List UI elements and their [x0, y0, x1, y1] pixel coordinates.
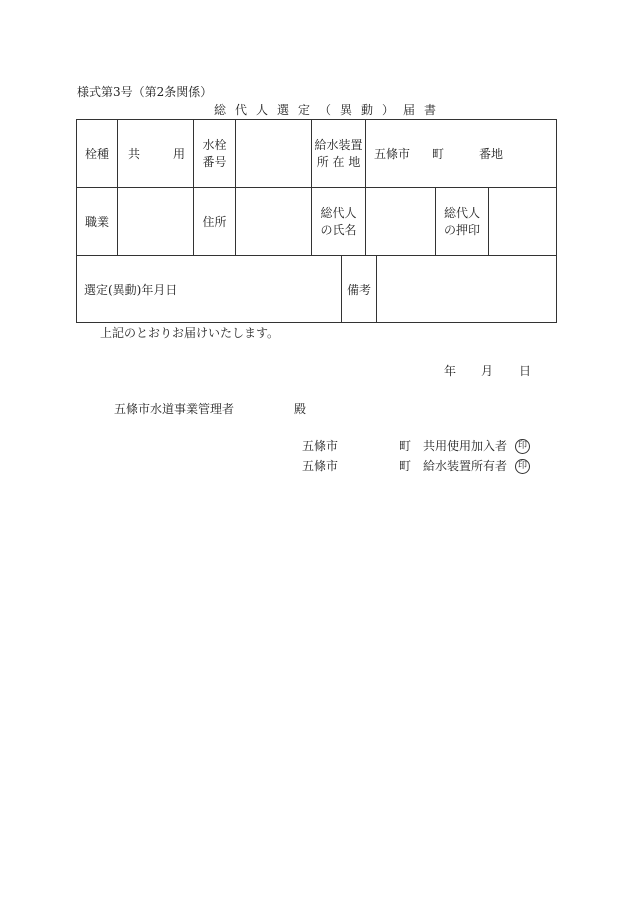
hydrant-number-label-line1: 水栓: [202, 137, 227, 152]
representative-name-label-line2: の氏名: [320, 222, 357, 237]
signature-city: 五條市: [302, 459, 339, 473]
representative-seal-label: [436, 188, 489, 256]
hydrant-type-label: 栓種: [77, 120, 118, 188]
date-month: 月: [481, 364, 494, 378]
occupation-label: 職業: [77, 188, 118, 256]
seal-mark-icon: 印: [515, 459, 530, 474]
form-title: 総代人選定（異動）届書: [214, 103, 446, 117]
supply-location-label: [312, 120, 366, 188]
seal-mark-icon: 印: [515, 439, 530, 454]
date-line: [444, 365, 531, 377]
representative-seal-label-line2: の押印: [444, 222, 481, 237]
date-day: 日: [519, 364, 532, 378]
signature-city: 五條市: [302, 439, 339, 453]
table-row: [77, 120, 557, 188]
selection-date-field[interactable]: [77, 256, 342, 323]
address-label: 住所: [194, 188, 236, 256]
form-number: 様式第3号（第2条関係）: [77, 85, 213, 99]
signature-line: [302, 459, 530, 474]
location-city: 五條市: [374, 147, 411, 161]
signature-line: [302, 439, 530, 454]
hydrant-number-label: [194, 120, 236, 188]
notification-form-table: [76, 119, 557, 323]
recipient-line: [114, 403, 306, 415]
date-year: 年: [444, 364, 457, 378]
recipient-name: 五條市水道事業管理者: [114, 402, 235, 416]
hydrant-number-field[interactable]: [236, 120, 312, 188]
hydrant-type-value-left: 共: [128, 147, 141, 161]
representative-seal-field[interactable]: [489, 188, 557, 256]
table-row: [77, 256, 557, 323]
hydrant-type-value-right: 用: [172, 147, 185, 161]
location-town: 町: [432, 147, 445, 161]
supply-location-label-line1: 給水装置: [314, 137, 363, 152]
occupation-field[interactable]: [118, 188, 194, 256]
representative-name-label-line1: 総代人: [320, 205, 357, 220]
signature-role: 給水装置所有者: [423, 459, 508, 473]
selection-date-label: 選定(異動)年月日: [84, 282, 178, 297]
signature-town: 町: [399, 439, 412, 453]
representative-name-label: [312, 188, 366, 256]
representative-seal-label-line1: 総代人: [444, 205, 481, 220]
hydrant-type-value: [118, 120, 194, 188]
recipient-honorific: 殿: [294, 402, 307, 416]
supply-location-label-line2: 所 在 地: [316, 154, 361, 169]
address-field[interactable]: [236, 188, 312, 256]
submission-note: 上記のとおりお届けいたします。: [100, 326, 280, 340]
supply-location-field[interactable]: [366, 120, 557, 188]
signature-town: 町: [399, 459, 412, 473]
hydrant-number-label-line2: 番号: [202, 154, 227, 169]
representative-name-field[interactable]: [366, 188, 436, 256]
location-lot: 番地: [479, 147, 504, 161]
remarks-label: 備考: [342, 256, 377, 323]
table-row: [77, 188, 557, 256]
remarks-field[interactable]: [377, 256, 557, 323]
signature-role: 共用使用加入者: [423, 439, 508, 453]
